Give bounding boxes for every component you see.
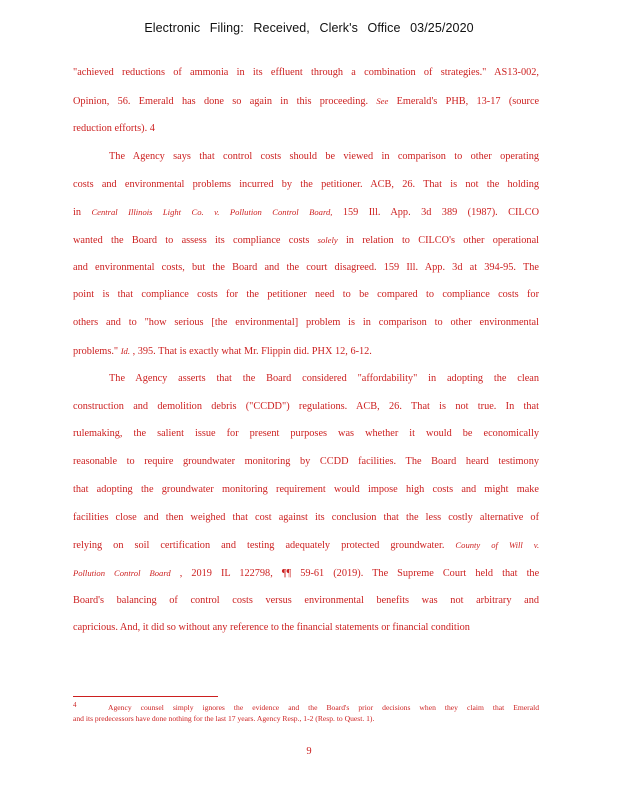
footnote-mark: 4 — [73, 701, 77, 709]
body-line: costs and environmental problems incurred by the petitioner. ACB, 26. That is not the holding — [73, 179, 539, 190]
body-line: "achieved reductions of ammonia in its effluent through a combination of strategies." AS13-002, — [73, 67, 539, 78]
body-line: Opinion, 56. Emerald has done so again in this proceeding. See Emerald's PHB, 13-17 (source — [73, 96, 540, 107]
body-line: in Central Illinois Light Co. v. Pollution Control Board, 159 Ill. App. 3d 389 (1987). CILCO — [73, 207, 540, 218]
body-line: and environmental costs, but the Board and the court disagreed. 159 Ill. App. 3d at 394-95. The — [73, 262, 539, 273]
body-line: reduction efforts). 4 — [73, 123, 155, 134]
body-line: Pollution Control Board , 2019 IL 122798, ¶¶ 59-61 (2019). The Supreme Court held that the — [73, 568, 540, 579]
body-line: capricious. And, it did so without any reference to the financial statements or financial condition — [73, 622, 470, 633]
body-line: facilities close and then weighed that cost against its conclusion that the less costly alternative of — [73, 512, 539, 523]
body-line: others and to "how serious [the environmental] problem is in comparison to other environmental — [73, 317, 539, 328]
footnote-line: Agency counsel simply ignores the evidence and the Board's prior decisions when they claim that Emerald — [108, 703, 539, 712]
body-line: point is that compliance costs for the petitioner need to be compared to compliance costs for — [73, 289, 539, 300]
body-line: The Agency says that control costs should be viewed in comparison to other operating — [109, 151, 539, 162]
body-line: problems." Id. , 395. That is exactly what Mr. Flippin did. PHX 12, 6-12. — [73, 346, 372, 357]
body-line: Board's balancing of control costs versus environmental benefits was not arbitrary and — [73, 595, 539, 606]
footnote-line: and its predecessors have done nothing for the last 17 years. Agency Resp., 1-2 (Resp. to Quest. 1). — [73, 714, 375, 723]
body-line: reasonable to require groundwater monitoring by CCDD facilities. The Board heard testimony — [73, 456, 539, 467]
body-line: construction and demolition debris ("CCDD") regulations. ACB, 26. That is not true. In that — [73, 401, 539, 412]
body-line: rulemaking, the salient issue for present purposes was whether it would be economically — [73, 428, 539, 439]
body-line: wanted the Board to assess its compliance costs solely in relation to CILCO's other operational — [73, 235, 540, 246]
body-line: that adopting the groundwater monitoring requirement would impose high costs and might make — [73, 484, 539, 495]
body-line: relying on soil certification and testing adequately protected groundwater. County of Will v. — [73, 540, 540, 551]
body-line: The Agency asserts that the Board considered "affordability" in adopting the clean — [109, 373, 539, 384]
page-number: 9 — [306, 746, 312, 757]
footnote-separator — [73, 696, 218, 697]
filing-header: Electronic Filing: Received, Clerk's Office 03/25/2020 — [144, 21, 474, 35]
